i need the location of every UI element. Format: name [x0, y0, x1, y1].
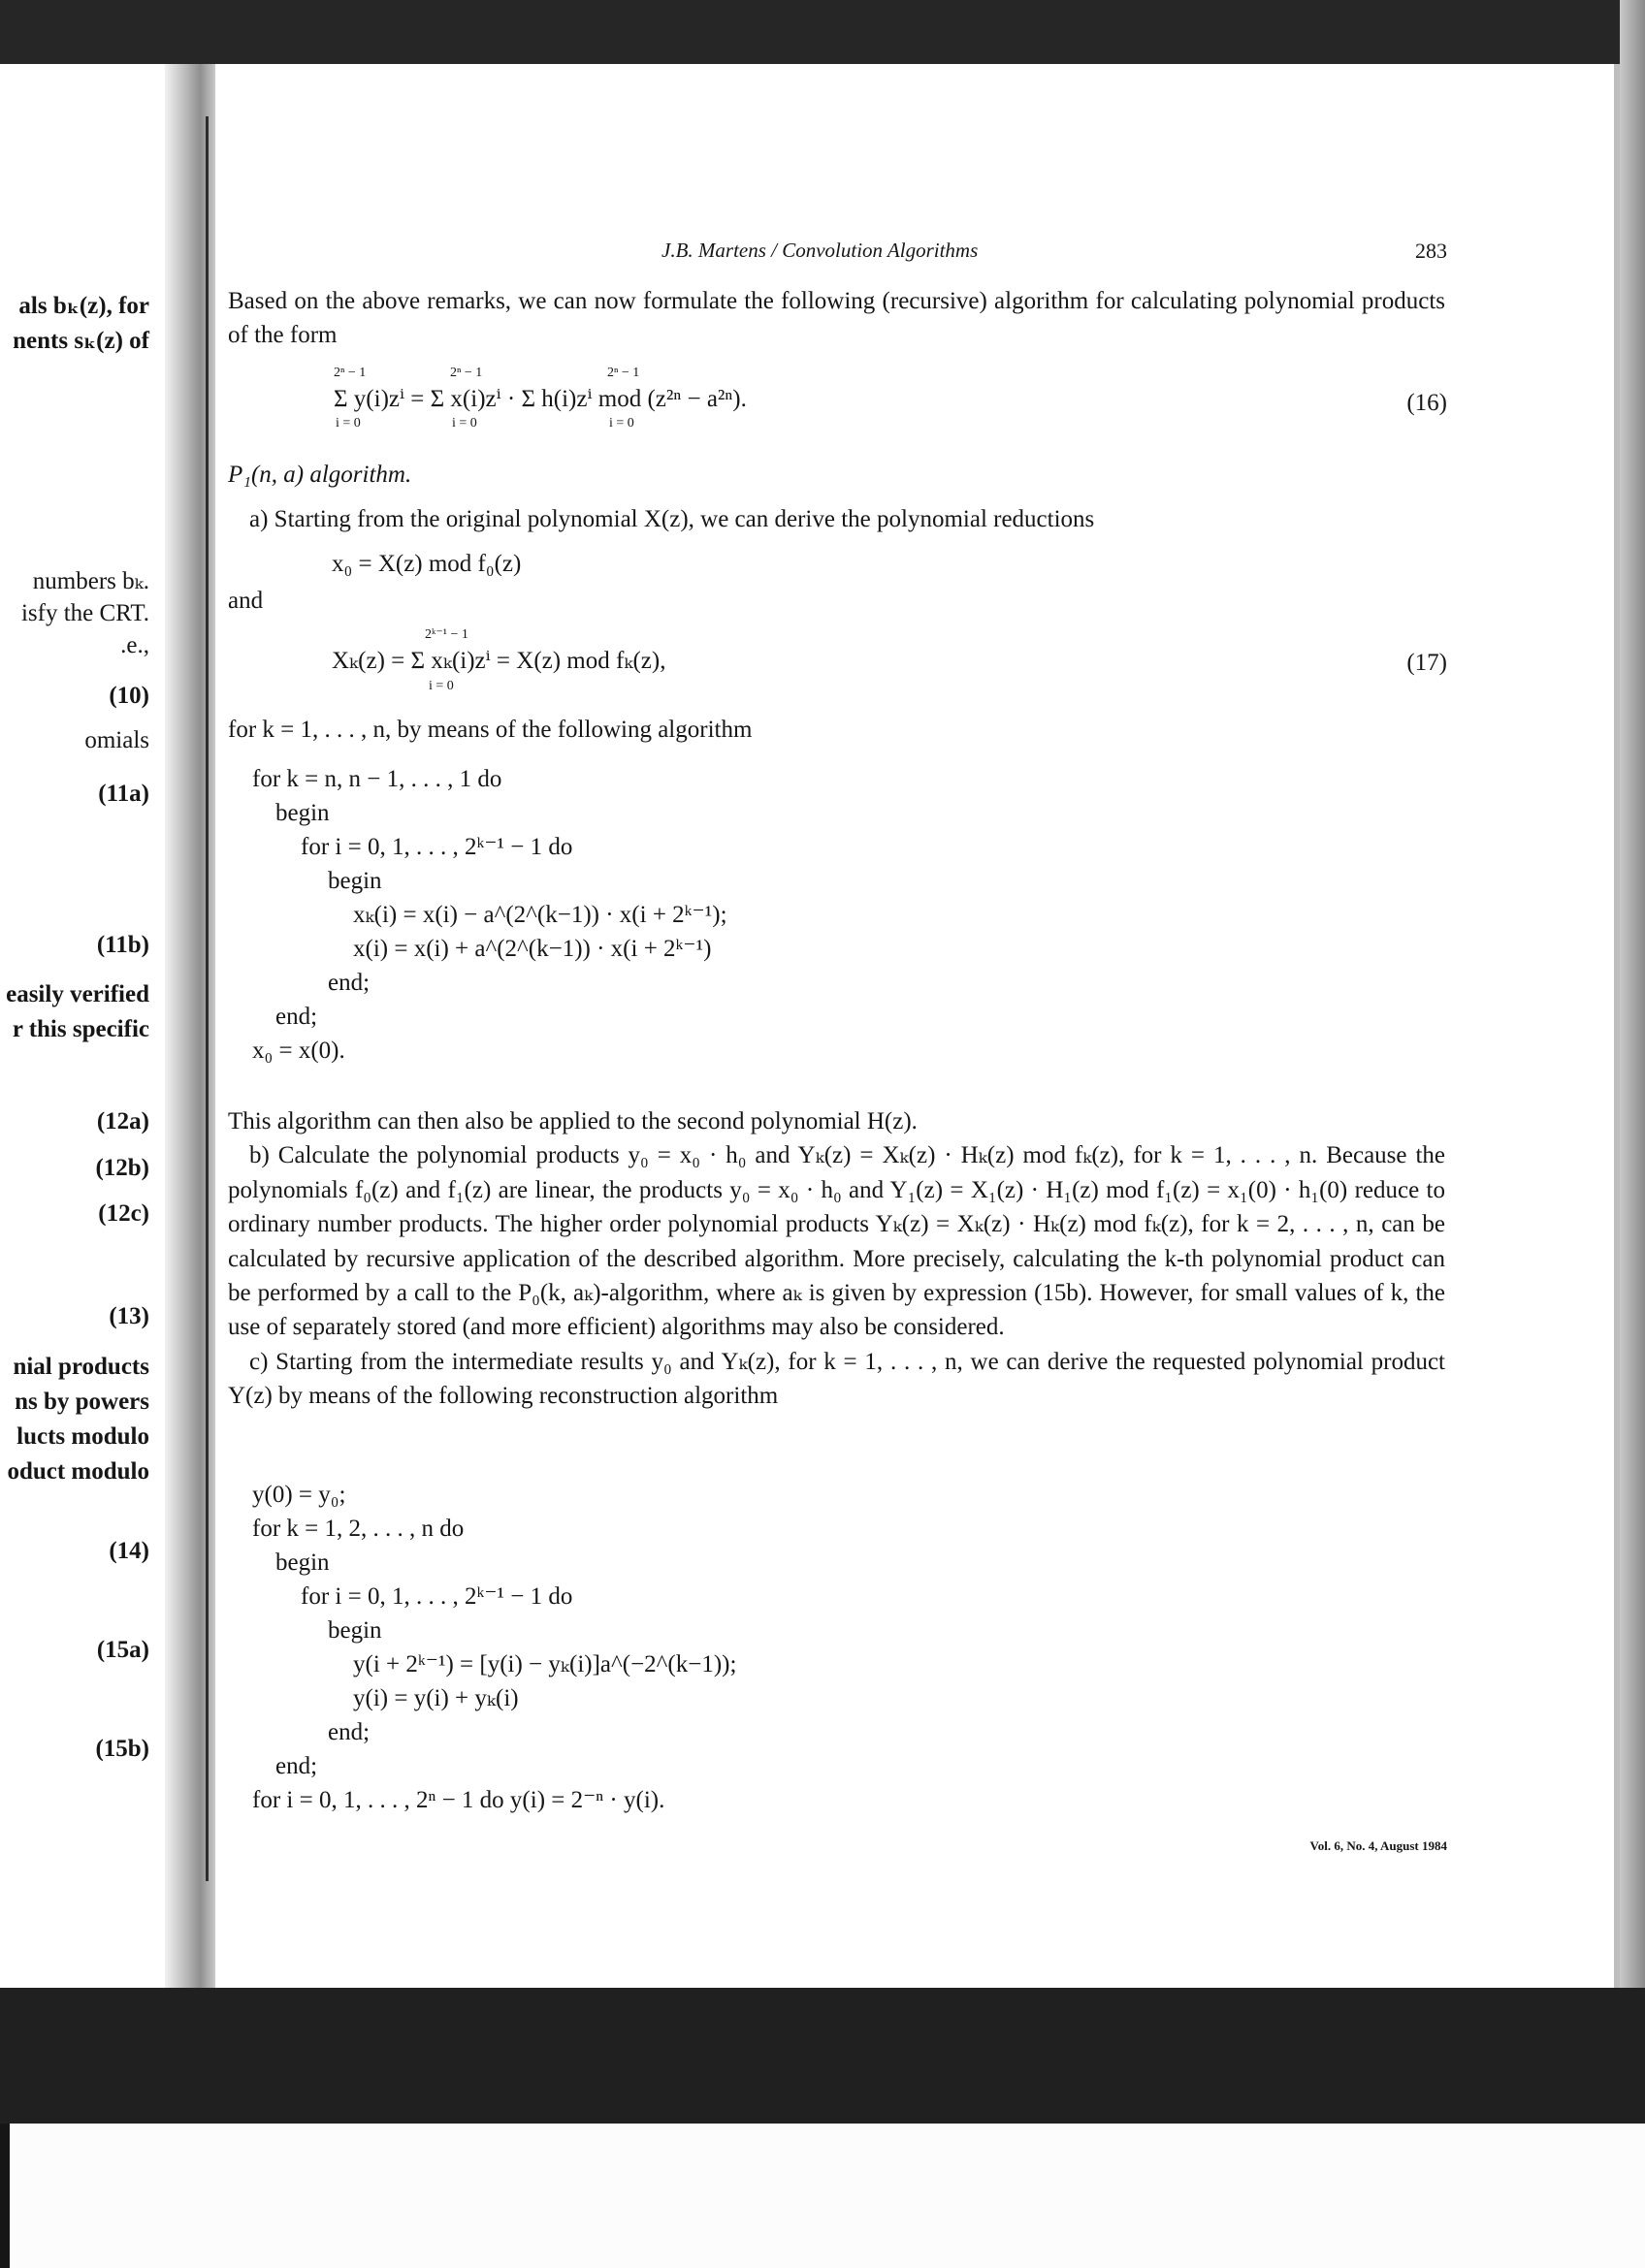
algorithm2-line: begin: [328, 1617, 382, 1644]
prev-line: (13): [109, 1303, 149, 1329]
eq17-sum-upper: 2ᵏ⁻¹ − 1: [425, 627, 468, 642]
equation-number-17: (17): [1406, 650, 1447, 676]
step-a-text: a) Starting from the original polynomial X(z), we can derive the polynomial reductions: [249, 506, 1095, 532]
scan-border-bottom: [0, 1988, 1645, 2124]
algorithm2-line: end;: [328, 1719, 371, 1745]
eq16-sum3-lower: i = 0: [609, 416, 634, 431]
prev-line: (11a): [98, 781, 149, 807]
algorithm2-line: begin: [275, 1549, 330, 1576]
prev-line: nial products: [13, 1354, 149, 1380]
prev-line: .e.,: [120, 632, 149, 658]
algorithm2-line: for i = 0, 1, . . . , 2ᵏ⁻¹ − 1 do: [301, 1583, 573, 1610]
algorithm2-line: end;: [275, 1753, 318, 1779]
prev-line: isfy the CRT.: [20, 600, 149, 626]
book-spine-line: [206, 116, 209, 1881]
prev-line: als bₖ(z), for: [18, 293, 149, 319]
step-b-intro: This algorithm can then also be applied to the second polynomial H(z).: [228, 1108, 918, 1134]
algorithm1-line: for i = 0, 1, . . . , 2ᵏ⁻¹ − 1 do: [301, 834, 573, 860]
for-k-paragraph: [228, 713, 1445, 747]
intro-paragraph: [228, 284, 1445, 353]
equation-x0: x₀ = X(z) mod f₀(z): [332, 551, 522, 577]
equation-17: Xₖ(z) = Σ xₖ(i)zⁱ = X(z) mod fₖ(z),: [332, 648, 666, 674]
prev-line: omials: [84, 727, 149, 753]
prev-line: (12a): [96, 1108, 149, 1134]
prev-line: (14): [109, 1538, 149, 1564]
algorithm1-line: end;: [328, 970, 371, 996]
algorithm1-line: begin: [275, 800, 330, 826]
algorithm2-line: y(i + 2ᵏ⁻¹) = [y(i) − yₖ(i)]a^(−2^(k−1));: [353, 1651, 737, 1677]
algorithm2-line: y(0) = y₀;: [252, 1482, 346, 1508]
algorithm-heading: P₁(n, a) algorithm.: [228, 462, 412, 488]
prev-line: (11b): [96, 932, 149, 958]
algorithm1-line: for k = n, n − 1, . . . , 1 do: [252, 766, 502, 792]
algorithm1-line: xₖ(i) = x(i) − a^(2^(k−1)) · x(i + 2ᵏ⁻¹);: [353, 902, 727, 928]
prev-line: oduct modulo: [7, 1458, 149, 1485]
scan-border-top: [0, 0, 1645, 64]
eq17-sum-lower: i = 0: [429, 679, 454, 693]
algorithm2-line: for i = 0, 1, . . . , 2ⁿ − 1 do y(i) = 2⁻ⁿ · y(i).: [252, 1787, 665, 1813]
step-c-text: c) Starting from the intermediate results y₀ and Yₖ(z), for k = 1, . . . , n, we can derive the requested polynomial product Y(z) by means of the following reconstruction algorithm: [228, 1348, 1445, 1410]
prev-line: (12b): [95, 1155, 149, 1181]
prev-line: lucts modulo: [16, 1423, 149, 1450]
algorithm1-line: x₀ = x(0).: [252, 1038, 345, 1064]
eq16-sum2-upper: 2ⁿ − 1: [450, 366, 483, 380]
scan-border-right: [1620, 0, 1645, 1988]
algorithm1-line: end;: [275, 1004, 318, 1030]
prev-line: numbers bₖ.: [32, 568, 149, 594]
prev-line: r this specific: [12, 1016, 149, 1042]
equation-number-16: (16): [1406, 390, 1447, 416]
prev-line: (12c): [98, 1200, 149, 1227]
eq16-sum1-lower: i = 0: [336, 416, 361, 431]
page-edge: [1614, 64, 1620, 1988]
journal-page: [225, 64, 1447, 1988]
algorithm2-line: for k = 1, 2, . . . , n do: [252, 1516, 465, 1542]
page-number: 283: [1415, 239, 1447, 263]
previous-page-fragment: [0, 64, 165, 1988]
prev-line: (15b): [95, 1736, 149, 1762]
prev-line: nents sₖ(z) of: [13, 328, 149, 354]
algorithm1-line: begin: [328, 868, 382, 894]
journal-footer: Vol. 6, No. 4, August 1984: [1309, 1838, 1447, 1853]
for-k-text: for k = 1, . . . , n, by means of the following algorithm: [228, 717, 753, 743]
scan-lower-area: [0, 2124, 1645, 2268]
scan-lower-edge: [0, 2124, 10, 2268]
eq16-sum1-upper: 2ⁿ − 1: [334, 366, 367, 380]
eq16-sum2-lower: i = 0: [452, 416, 477, 431]
step-a-paragraph: [228, 502, 1445, 536]
prev-line: ns by powers: [15, 1389, 149, 1415]
eq16-sum3-upper: 2ⁿ − 1: [607, 366, 640, 380]
algorithm2-line: y(i) = y(i) + yₖ(i): [353, 1685, 519, 1711]
prev-line: (10): [109, 683, 149, 709]
intro-text: Based on the above remarks, we can now formulate the following (recursive) algorithm for calculating polynomial products of the form: [228, 288, 1445, 349]
step-b-paragraph: [228, 1104, 1445, 1414]
step-b-text: b) Calculate the polynomial products y₀ = x₀ · h₀ and Yₖ(z) = Xₖ(z) · Hₖ(z) mod fₖ(z), for k = 1, . . . , n. Because the polynomials f₀(z) and f₁(z) are linear, the products y₀ = x₀ · h₀ and Y₁(z) = X₁(z) · H₁(z) mod f₁(z) = x₁(0) · h₁(0) reduce to ordinary number products. The higher order polynomial products Yₖ(z) = Xₖ(z) · Hₖ(z) mod fₖ(z), for k = 2, . . . , n, can be calculated by recursive application of the described algorithm. More precisely, calculating the k-th polynomial product can be performed by a call to the P₀(k, aₖ)-algorithm, where aₖ is given by expression (15b). However, for small values of k, the use of separately stored (and more efficient) algorithms may also be considered.: [228, 1142, 1445, 1341]
equation-16: Σ y(i)zⁱ = Σ x(i)zⁱ · Σ h(i)zⁱ mod (z²ⁿ − a²ⁿ).: [334, 386, 747, 412]
prev-line: easily verified: [6, 981, 149, 1007]
algorithm1-line: x(i) = x(i) + a^(2^(k−1)) · x(i + 2ᵏ⁻¹): [353, 936, 712, 962]
word-and: and: [228, 588, 264, 614]
running-head: J.B. Martens / Convolution Algorithms: [661, 239, 979, 262]
prev-line: (15a): [96, 1637, 149, 1663]
